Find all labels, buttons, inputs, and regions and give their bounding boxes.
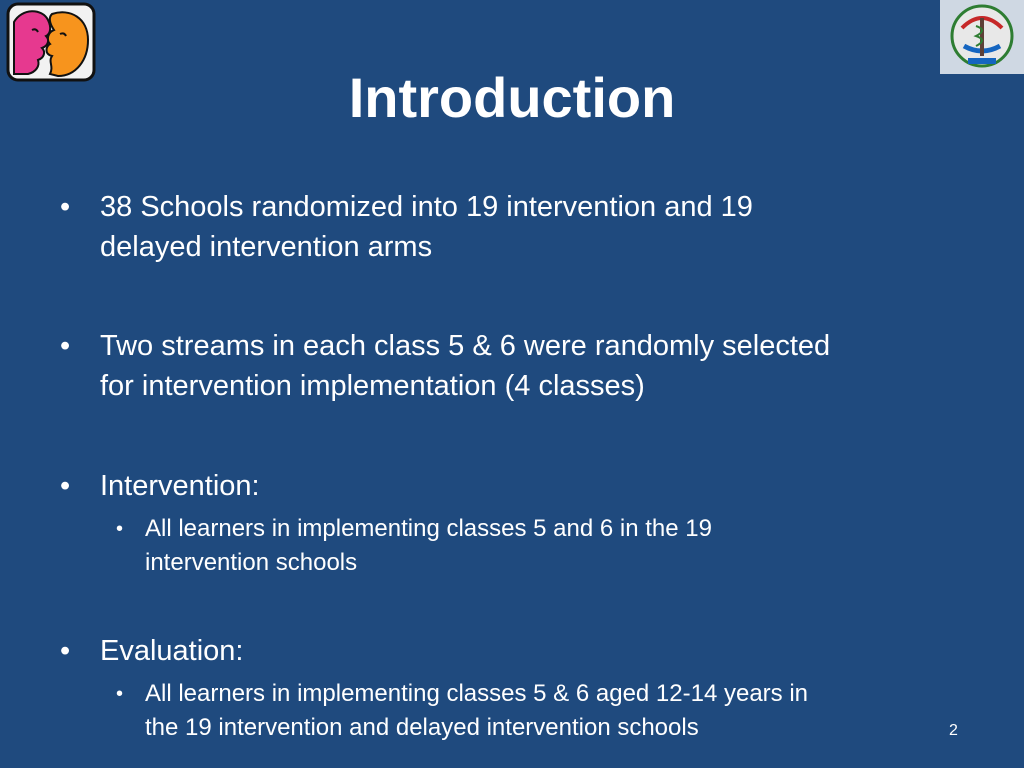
bullet-text xyxy=(100,187,980,267)
bullet-marker: • xyxy=(60,330,71,362)
bullet-text: Intervention: xyxy=(100,470,260,502)
sub-bullet-line: All learners in implementing classes 5 and 6 in the 19 xyxy=(145,515,712,542)
bullet-line: 38 Schools randomized into 19 intervention and 19 xyxy=(100,191,753,223)
bullet-line: for intervention implementation (4 classes) xyxy=(100,370,645,402)
sub-bullet-marker: • xyxy=(116,683,124,705)
bullet-marker: • xyxy=(60,635,71,667)
page-number: 2 xyxy=(949,722,958,739)
bullet-text: Evaluation: xyxy=(100,635,244,667)
bullet-marker: • xyxy=(60,470,71,502)
slide-title: Introduction xyxy=(348,66,676,129)
sub-bullet-line: All learners in implementing classes 5 & 6 aged 12-14 years in xyxy=(145,680,809,707)
sub-bullet-line: intervention schools xyxy=(145,549,358,576)
bullet-marker: • xyxy=(60,191,71,223)
sub-bullet-marker: • xyxy=(116,518,124,540)
sub-bullet-line: the 19 intervention and delayed intervention schools xyxy=(145,714,699,741)
bullet-text xyxy=(100,326,980,406)
bullet-line: delayed intervention arms xyxy=(100,231,433,263)
sub-bullet-text xyxy=(145,512,945,580)
sub-bullet-text xyxy=(145,677,945,745)
bullet-line: Two streams in each class 5 & 6 were randomly selected xyxy=(100,330,831,362)
